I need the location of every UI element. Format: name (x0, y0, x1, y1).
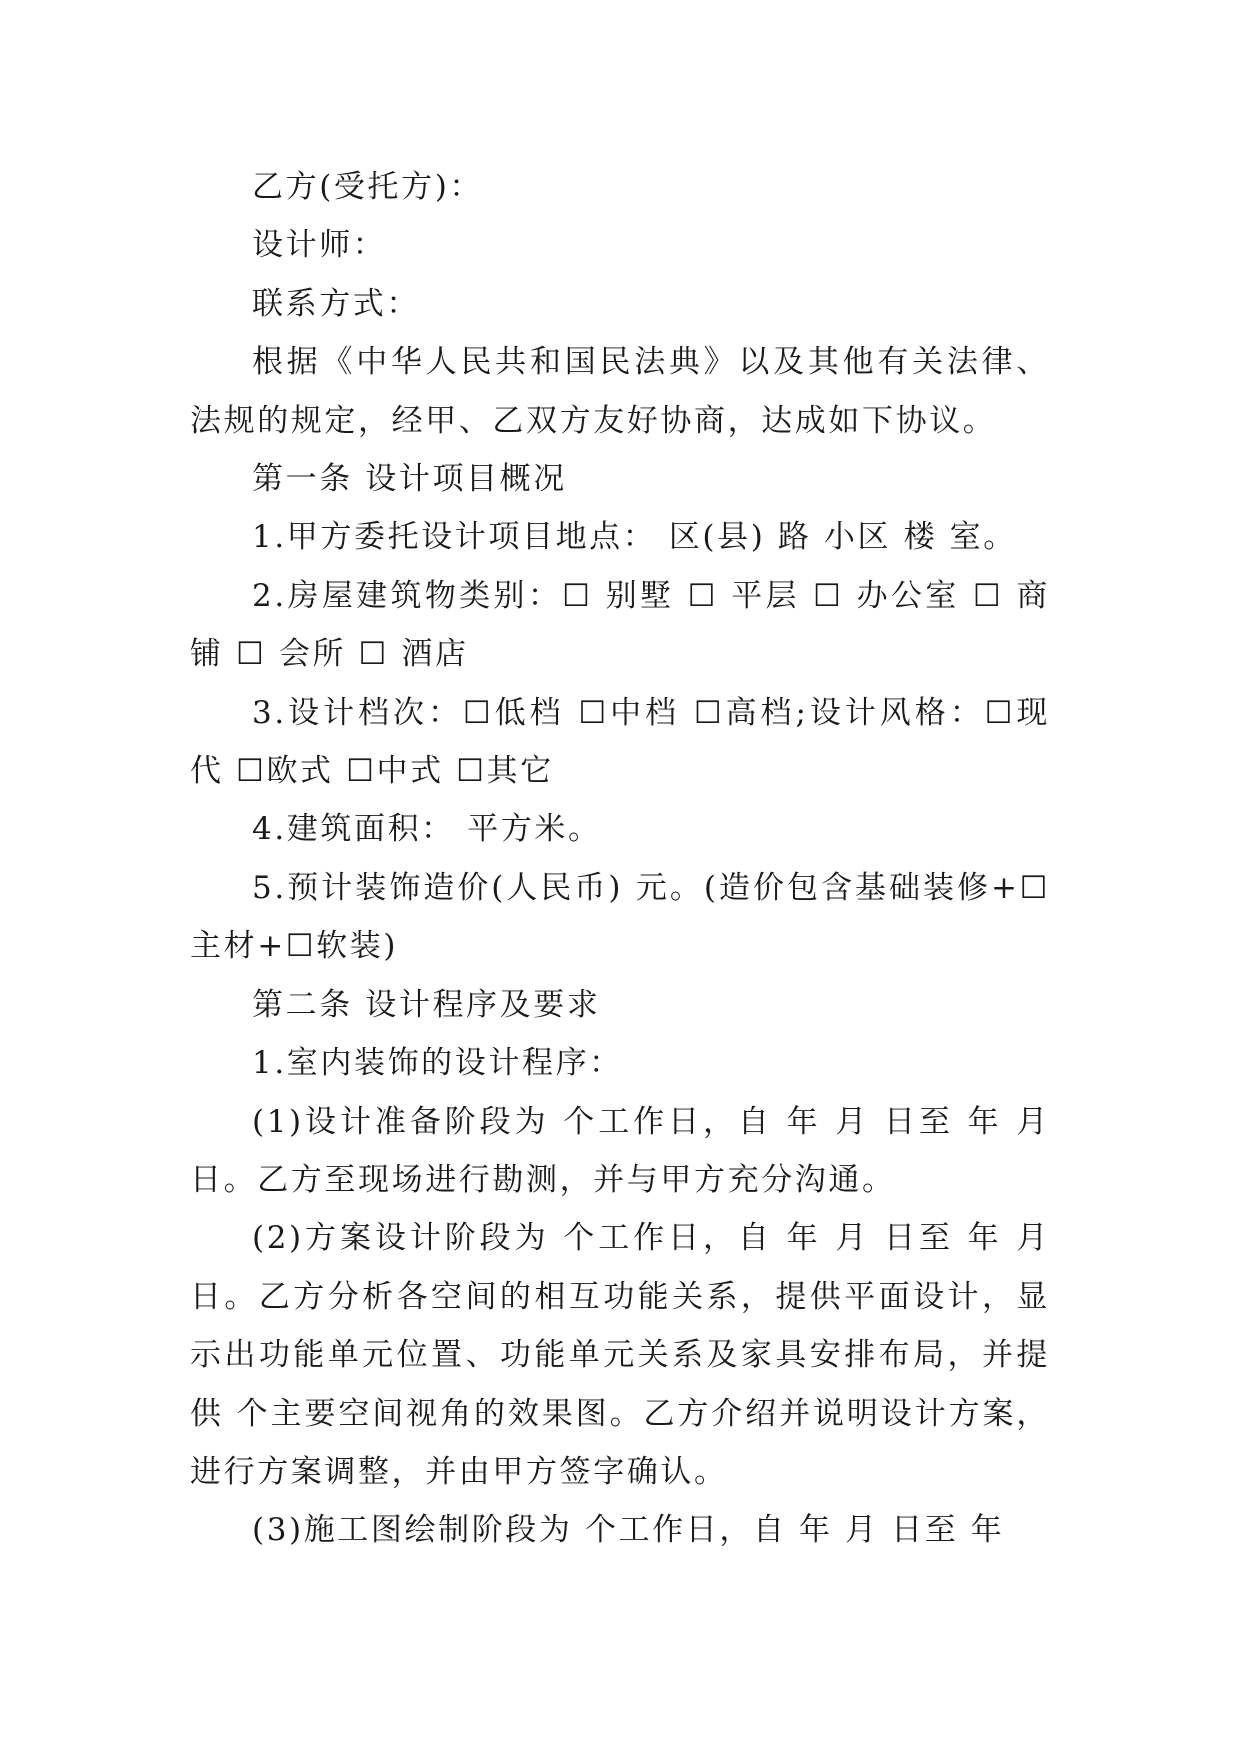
designer-line: 设计师： (252, 227, 387, 264)
party-b-line: 乙方(受托方)： (252, 169, 483, 205)
article-1-item-3: 3.设计档次：☐低档 ☐中档 ☐高档;设计风格：☐现代 ☐欧式 ☐中式 ☐其它 (190, 694, 1050, 790)
article-2-heading: 第二条 设计程序及要求 (252, 986, 601, 1023)
contact-line: 联系方式： (252, 285, 420, 322)
preamble-paragraph: 根据《中华人民共和国民法典》以及其他有关法律、法规的规定，经甲、乙双方友好协商，达成如下协议。 (190, 344, 1050, 439)
article-1-item-2: 2.房屋建筑物类别：☐ 别墅 ☐ 平层 ☐ 办公室 ☐ 商铺 ☐ 会所 ☐ 酒店 (190, 577, 1050, 673)
article-1-item-4: 4.建筑面积： 平方米。 (252, 811, 602, 848)
article-2-subitem-3: (3)施工图绘制阶段为 个工作日，自 年 月 日至 年 (252, 1512, 1005, 1549)
article-1-item-5: 5.预计装饰造价(人民币) 元。(造价包含基础装修+☐主材+☐软装) (190, 869, 1050, 965)
document-body (190, 158, 1050, 1560)
article-2-item-1: 1.室内装饰的设计程序： (252, 1045, 623, 1082)
article-1-item-1: 1.甲方委托设计项目地点： 区(县) 路 小区 楼 室。 (252, 519, 1017, 556)
article-2-subitem-1: (1)设计准备阶段为 个工作日，自 年 月 日至 年 月 日。乙方至现场进行勘测，并与甲方充分沟通。 (190, 1103, 1050, 1198)
article-2-subitem-2: (2)方案设计阶段为 个工作日，自 年 月 日至 年 月 日。乙方分析各空间的相互功能关系，提供平面设计，显示出功能单元位置、功能单元关系及家具安排布局，并提供 个主要空间视角的效果图。乙方介绍并说明设计方案，进行方案调整，并由甲方签字确认。 (190, 1220, 1050, 1490)
article-1-heading: 第一条 设计项目概况 (252, 461, 567, 498)
